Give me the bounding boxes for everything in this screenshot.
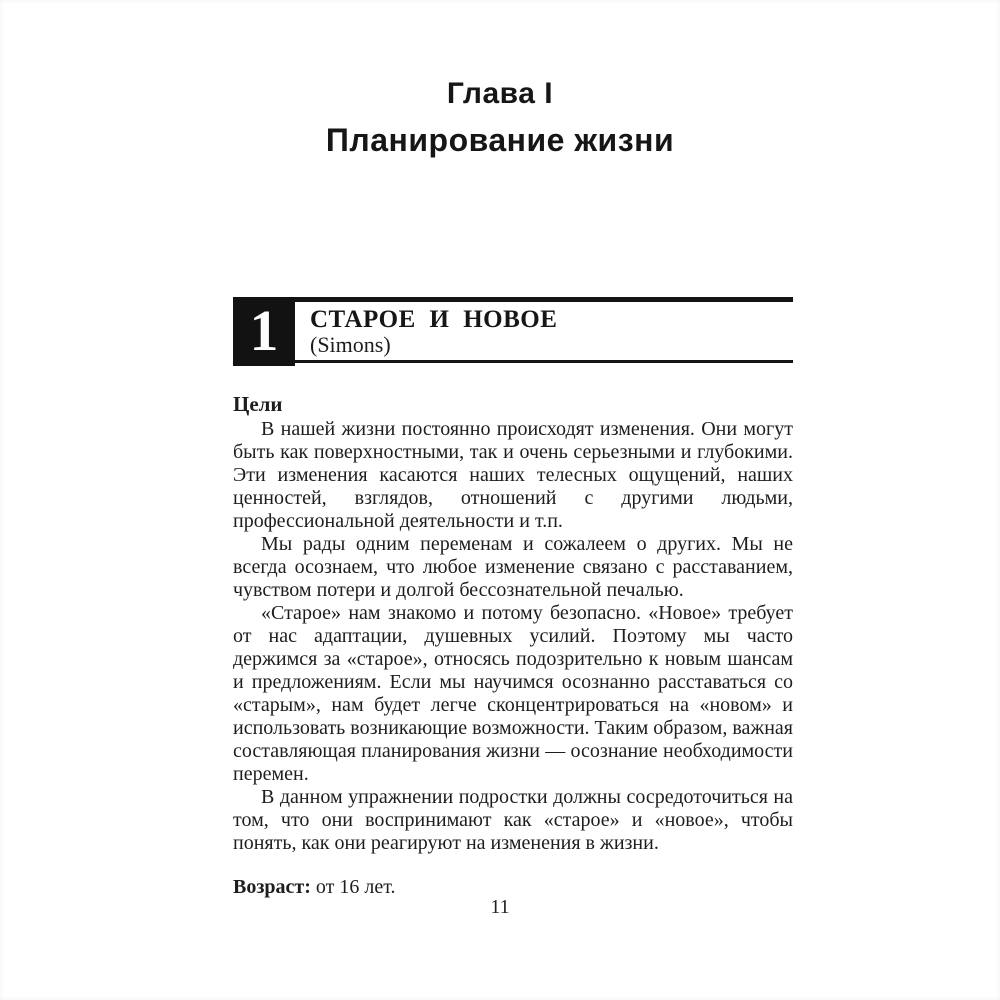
goals-paragraph: В нашей жизни постоянно происходят изменения. Они могут быть как поверхностными, так и очень серьезными и глубокими. Эти изменения касаются наших телесных ощущений, наших ценностей, взглядов, отношений с другими людьми, профессиональной деятельности и т.п. xyxy=(233,418,793,532)
chapter-number-heading: Глава I xyxy=(446,77,554,110)
goals-paragraph: Мы рады одним переменам и сожалеем о других. Мы не всегда осознаем, что любое изменение связано с расставанием, чувством потери и долгой бессознательной печалью. xyxy=(233,533,793,601)
chapter-heading xyxy=(0,76,1000,159)
exercise-heading-text xyxy=(310,306,793,357)
goals-heading: Цели xyxy=(233,392,283,416)
exercise-banner xyxy=(233,297,793,366)
page-number: 11 xyxy=(490,896,510,918)
banner-top-rule xyxy=(233,297,793,302)
goals-paragraph: «Старое» нам знакомо и потому безопасно. «Новое» требует от нас адаптации, душевных усилий. Поэтому мы часто держимся за «старое», относясь подозрительно к новым шансам и предложениям. Если мы научимся осознанно расставаться со «старым», нам будет легче сконцентрироваться на «новом» и использовать возникающие возможности. Таким образом, важная составляющая планирования жизни — осознание необходимости перемен. xyxy=(233,602,793,785)
exercise-source: (Simons) xyxy=(310,332,391,357)
banner-bottom-rule xyxy=(233,360,793,363)
exercise-number: 1 xyxy=(249,297,279,363)
exercise-title: СТАРОЕ И НОВОЕ xyxy=(310,306,558,333)
age-label: Возраст: xyxy=(233,876,311,898)
goals-paragraph: В данном упражнении подростки должны сосредоточиться на том, что они воспринимают как «старое» и «новое», чтобы понять, как они реагируют на изменения в жизни. xyxy=(233,786,793,854)
body-copy xyxy=(233,392,793,899)
exercise-number-badge xyxy=(233,297,295,366)
age-value: от 16 лет. xyxy=(310,876,396,898)
chapter-title: Планирование жизни xyxy=(325,122,675,158)
